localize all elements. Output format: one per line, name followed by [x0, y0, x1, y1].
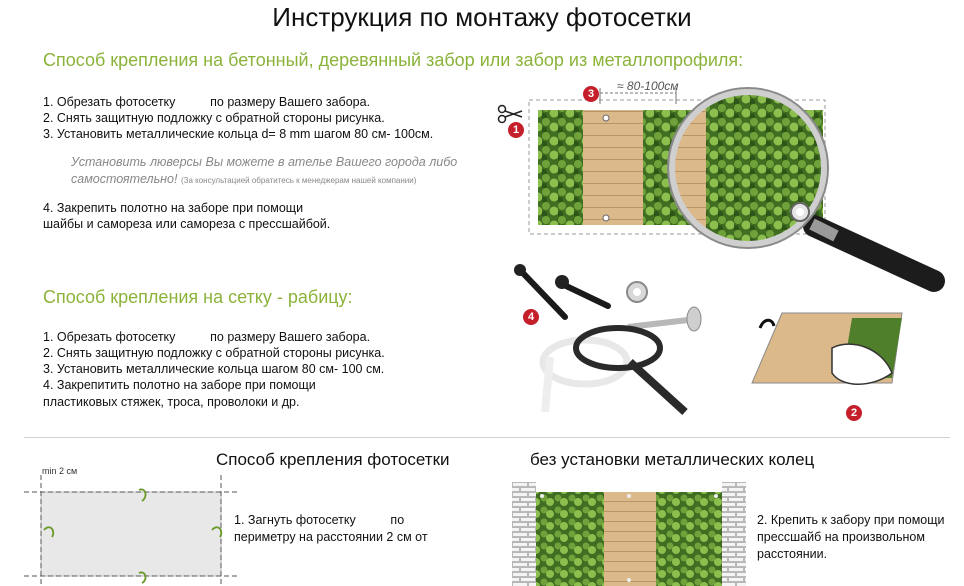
section2-step4-line1: 4. Закрепитить полотно на заборе при помощи [43, 378, 316, 392]
section3-right-text-line1: 2. Крепить к забору при помощи [757, 513, 945, 527]
fold-diagram [24, 475, 244, 586]
section3-right-text-line2: прессшайб на произвольном [757, 530, 925, 544]
section2-step2: 2. Снять защитную подложку с обратной стороны рисунка. [43, 346, 385, 360]
section2-step1: 1. Обрезать фотосетку по размеру Вашего забора. [43, 330, 371, 344]
section3-left-text-line2: периметру на расстоянии 2 см от [234, 530, 428, 544]
screw-icon [514, 264, 565, 317]
section2-heading: Способ крепления на сетку - рабицу: [43, 287, 353, 307]
screw-icon [555, 275, 608, 306]
brick-fence-illustration [512, 482, 746, 586]
section2-step4-line2: пластиковых стяжек, троса, проволоки и др. [43, 395, 300, 409]
section1-step3: 3. Установить металлические кольца d= 8 mm шагом 80 см- 100см. [43, 127, 434, 141]
hand-fold-illustration [742, 298, 922, 398]
section1-note-small: (За консультацией обратитесь к менеджерам нашей компании) [180, 176, 417, 185]
badge-4: 4 [523, 309, 539, 325]
min-label: min 2 см [42, 466, 78, 476]
section3-right-text-line3: расстоянии. [757, 547, 828, 561]
section1-heading: Способ крепления на бетонный, деревянный забор или забор из металлопрофиля: [43, 50, 744, 70]
scissors-icon [499, 106, 523, 123]
page-title: Инструкция по монтажу фотосетки [272, 2, 692, 32]
washer-icon [627, 282, 647, 302]
section1-step4-line2: шайбы и самореза или самореза с прессшайбой. [43, 217, 331, 231]
section2-step3: 3. Установить металлические кольца шагом 80 см- 100 см. [43, 362, 385, 376]
section3-left-text-line1: 1. Загнуть фотосетку по [234, 513, 405, 527]
distance-label: ≈ 80-100см [617, 79, 679, 93]
section-divider [24, 437, 950, 438]
badge-2: 2 [846, 405, 862, 421]
badge-1: 1 [508, 122, 524, 138]
cable-tie-icon [543, 328, 685, 412]
fasteners-illustration [510, 262, 720, 432]
section1-note-line2 [71, 171, 416, 189]
section1-step1: 1. Обрезать фотосетку по размеру Вашего забора. [43, 95, 371, 109]
section1-note-line2-text: самостоятельно! [71, 172, 178, 186]
section1-step2: 2. Снять защитную подложку с обратной стороны рисунка. [43, 111, 385, 125]
badge-3: 3 [583, 86, 599, 102]
section1-note-line1: Установить люверсы Вы можете в ателье Вашего города либо [71, 155, 458, 169]
section3-heading-left: Способ крепления фотосетки [216, 450, 450, 469]
press-washer-screw-icon [628, 307, 701, 331]
section1-step4-line1: 4. Закрепить полотно на заборе при помощи [43, 201, 304, 215]
section3-heading-right: без установки металлических колец [530, 450, 815, 469]
